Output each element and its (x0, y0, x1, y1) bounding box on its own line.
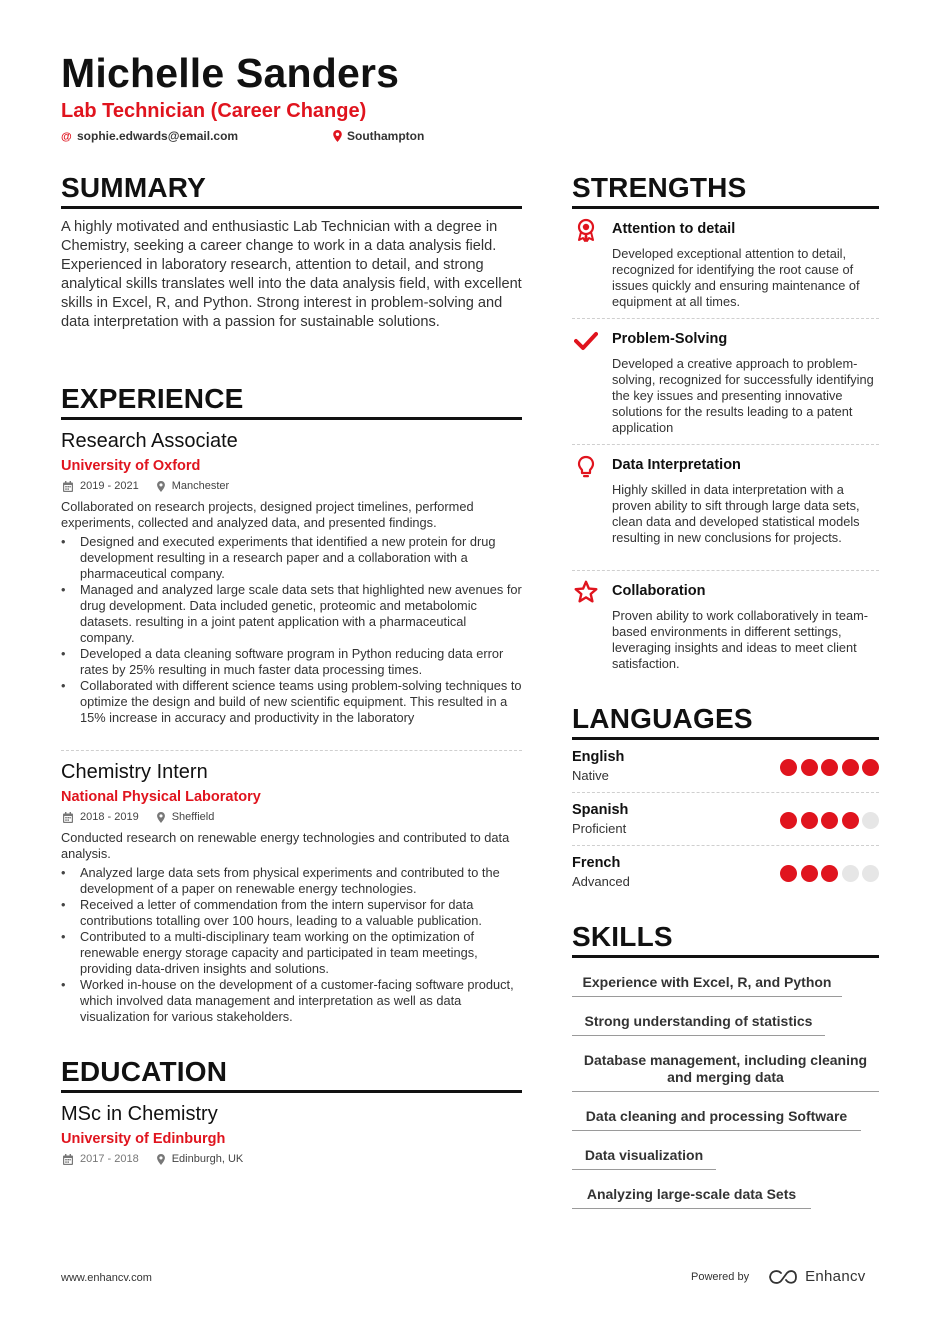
job-bullet: • Analyzed large data sets from physical experiments and contributed to the development of a paper on renewable energy technologies. (61, 865, 522, 897)
brand-name: Enhancv (805, 1268, 866, 1285)
job-location (157, 811, 215, 823)
job-bullet: • Developed a data cleaning software program in Python reducing data error rates by 25% resulting in much faster data processing times. (61, 646, 522, 678)
language-level: Advanced (572, 874, 630, 889)
star-icon (574, 580, 598, 604)
location-pin-icon (333, 130, 342, 142)
job-bullet: • Designed and executed experiments that identified a new protein for drug development resulting in a research paper and a collaboration with a pharmaceutical company. (61, 534, 522, 582)
rating-dot-empty (862, 865, 879, 882)
job-company: National Physical Laboratory (61, 789, 261, 805)
education-dates (63, 1153, 139, 1165)
job-bullet: • Received a letter of commendation from the intern supervisor for data contributions totalling over 100 hours, leading to a valuable publication. (61, 897, 522, 929)
skill-tag: Analyzing large-scale data Sets (572, 1186, 811, 1209)
job-dates-text: 2019 - 2021 (80, 480, 139, 492)
skill-tag: Data visualization (572, 1147, 716, 1170)
strength-title: Problem-Solving (612, 331, 728, 347)
calendar-icon (63, 812, 73, 823)
rating-dot-filled (780, 759, 797, 776)
job-dates (63, 480, 139, 492)
experience-heading: EXPERIENCE (61, 383, 522, 420)
language-level: Native (572, 768, 609, 783)
powered-by-text: Powered by (691, 1270, 750, 1283)
email-text: sophie.edwards@email.com (77, 129, 239, 143)
languages-heading: LANGUAGES (572, 703, 879, 740)
job-bullets (61, 865, 522, 1025)
strength-title: Data Interpretation (612, 457, 741, 473)
location-pin-icon (157, 1154, 165, 1165)
job-description: Collaborated on research projects, designed project timelines, performed experiments, collected and analyzed data, and presented findings. (61, 499, 474, 530)
location-text: Southampton (347, 129, 425, 143)
job-meta (61, 811, 214, 823)
strengths-heading: STRENGTHS (572, 172, 879, 209)
job-description: Conducted research on renewable energy technologies and contributed to data analysis. (61, 830, 510, 861)
job-location-text: Sheffield (171, 811, 215, 823)
education-degree: MSc in Chemistry (61, 1103, 218, 1125)
job-bullet: • Contributed to a multi-disciplinary team working on the optimization of renewable energy storage capacity and participated in team meetings, providing data-driven insights and solutions. (61, 929, 522, 977)
rating-dot-filled (821, 759, 838, 776)
job-bullet: • Collaborated with different science teams using problem-solving techniques to optimize the design and build of new scientific equipment. This resulted in a 15% increase in accuracy and productivity in the laboratory (61, 678, 522, 726)
rating-dot-filled (780, 812, 797, 829)
education-location-text: Edinburgh, UK (171, 1153, 244, 1165)
language-name: French (572, 855, 621, 871)
language-divider (572, 792, 879, 793)
strength-description: Highly skilled in data interpretation with a proven ability to sift through large data sets, clean data and developed statistical models resulting in new conclusions for projects. (612, 482, 860, 545)
contact-location (333, 129, 424, 143)
award-ribbon-icon (574, 218, 598, 242)
job-title: Chemistry Intern (61, 761, 208, 783)
language-rating (780, 812, 883, 829)
rating-dot-filled (801, 865, 818, 882)
calendar-icon (63, 481, 73, 492)
summary-heading: SUMMARY (61, 172, 522, 209)
strength-description: Developed exceptional attention to detail, recognized for identifying the root cause of issues quickly and ensuring maintenance of equipment at all times. (612, 246, 860, 309)
job-dates-text: 2018 - 2019 (80, 811, 139, 823)
rating-dot-filled (862, 759, 879, 776)
job-bullet: • Managed and analyzed large scale data sets that highlighted new avenues for drug development. Data included genetic, proteomic and metabolomic datasets. resulting in a joint patent application with a pharmaceutical company. (61, 582, 522, 646)
language-name: Spanish (572, 802, 629, 818)
job-location-text: Manchester (171, 480, 230, 492)
strength-title: Collaboration (612, 583, 706, 599)
candidate-name: Michelle Sanders (61, 50, 400, 96)
language-rating (780, 865, 883, 882)
strength-divider (572, 318, 879, 319)
job-title: Research Associate (61, 430, 238, 452)
location-pin-icon (157, 812, 165, 823)
strength-description: Developed a creative approach to problem-solving, recognized for successfully identifying the key issues and presenting innovative solutions for the results leading to a patent application (612, 356, 874, 435)
job-dates (63, 811, 139, 823)
skills-heading: SKILLS (572, 921, 879, 958)
location-pin-icon (157, 481, 165, 492)
strength-description: Proven ability to work collaboratively in team-based environments in different settings, leveraging insights and ideas to meet client satisfaction. (612, 608, 869, 671)
strength-divider (572, 570, 879, 571)
education-school: University of Edinburgh (61, 1131, 226, 1147)
education-meta (61, 1153, 243, 1165)
checkmark-icon (574, 329, 598, 353)
education-heading: EDUCATION (61, 1056, 522, 1093)
skill-tag: Database management, including cleaning and merging data (572, 1052, 879, 1092)
summary-text: A highly motivated and enthusiastic Lab Technician with a degree in Chemistry, seeking a career change to work in a data analysis field. Experienced in laboratory research, attention to detail, and strong analytical skills translates well into the data analysis field, with excellent skills in Excel, R, and Python. Strong interest in problem-solving and data interpretation with a passion for sustainable solutions. (61, 219, 522, 330)
rating-dot-filled (801, 812, 818, 829)
rating-dot-filled (821, 812, 838, 829)
rating-dot-filled (842, 812, 859, 829)
footer-website[interactable]: www.enhancv.com (61, 1272, 152, 1284)
rating-dot-filled (801, 759, 818, 776)
skill-tag: Data cleaning and processing Software (572, 1108, 861, 1131)
footer-branding[interactable] (691, 1268, 866, 1285)
at-icon (61, 131, 72, 142)
job-location (157, 480, 229, 492)
language-level: Proficient (572, 821, 627, 836)
language-name: English (572, 749, 625, 765)
rating-dot-filled (821, 865, 838, 882)
skill-tag: Experience with Excel, R, and Python (572, 974, 842, 997)
svg-text:@: @ (61, 130, 72, 142)
language-rating (780, 759, 883, 776)
calendar-icon (63, 1154, 73, 1165)
language-divider (572, 845, 879, 846)
rating-dot-filled (842, 759, 859, 776)
enhancv-logo-icon (767, 1269, 799, 1285)
job-bullet: • Worked in-house on the development of a customer-facing software product, which involved data management and interpretation as well as data visualization for various stakeholders. (61, 977, 522, 1025)
lightbulb-icon (574, 455, 598, 479)
job-bullets (61, 534, 522, 726)
job-company: University of Oxford (61, 458, 201, 474)
job-divider (61, 750, 522, 751)
strength-title: Attention to detail (612, 221, 736, 237)
contact-email[interactable] (61, 129, 238, 143)
skill-tag: Strong understanding of statistics (572, 1013, 825, 1036)
candidate-role: Lab Technician (Career Change) (61, 100, 367, 122)
job-meta (61, 480, 229, 492)
rating-dot-filled (780, 865, 797, 882)
rating-dot-empty (842, 865, 859, 882)
education-location (157, 1153, 244, 1165)
strength-divider (572, 444, 879, 445)
rating-dot-empty (862, 812, 879, 829)
education-dates-text: 2017 - 2018 (80, 1153, 139, 1165)
